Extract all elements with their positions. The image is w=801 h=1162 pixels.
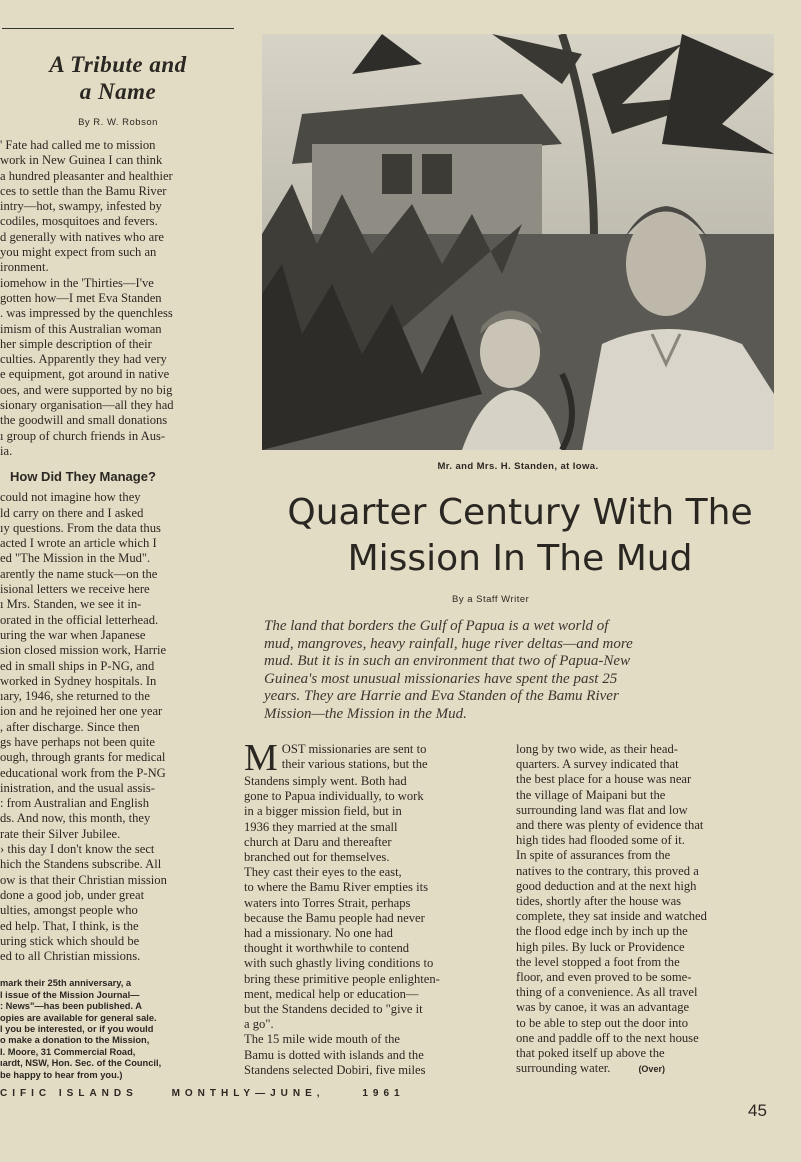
- sidebar-column: [0, 28, 236, 1081]
- text-line: work in New Guinea I can think: [0, 153, 163, 168]
- note-line: l you be interested, or if you would: [0, 1024, 154, 1035]
- text-line: the village of Maipani but the: [516, 787, 666, 802]
- sidebar-paragraph-2: [0, 490, 236, 964]
- over-marker: (Over): [638, 1064, 665, 1075]
- text-line: sionary organisation—all they had: [0, 398, 174, 413]
- lead-lines: [244, 737, 500, 779]
- text-line: quarters. A survey indicated that: [516, 757, 679, 772]
- text-line: sion closed mission work, Harrie: [0, 643, 167, 658]
- intro-line: mud. But it is in such an environment that two of Papua-New: [264, 653, 631, 670]
- drop-cap: M: [244, 737, 278, 779]
- text-line: ed to all Christian missions.: [0, 949, 141, 964]
- intro-line: The land that borders the Gulf of Papua is a wet world of: [264, 618, 609, 634]
- text-line: you might expect from such an: [0, 245, 157, 260]
- text-line: Standens simply went. Both had: [244, 774, 407, 788]
- text-line: ' Fate had called me to mission: [0, 138, 156, 152]
- sidebar-title: A Tribute and a Name: [49, 52, 187, 104]
- text-line: › this day I don't know the sect: [0, 842, 155, 857]
- text-line: because the Bamu people had never: [244, 910, 425, 925]
- intro-line: Guinea's most unusual missionaries have spent the past 25: [264, 670, 618, 687]
- text-line: iomehow in the 'Thirties—I've: [0, 275, 154, 290]
- text-line: was by canoe, it was an advantage: [516, 1000, 690, 1015]
- text-line: branched out for themselves.: [244, 850, 390, 865]
- photo-illustration: [262, 34, 774, 450]
- text-line: one and paddle off to the next house: [516, 1030, 699, 1045]
- note-line: opies are available for general sale.: [0, 1012, 157, 1023]
- article-intro: [264, 618, 778, 724]
- footer-magazine-left: CIFIC ISLANDS: [0, 1088, 138, 1099]
- text-line: the goodwill and small donations: [0, 413, 168, 428]
- text-line: gone to Papua individually, to work: [244, 789, 424, 804]
- text-line: waters into Torres Strait, perhaps: [244, 895, 411, 910]
- text-line: ı group of church friends in Aus-: [0, 428, 166, 443]
- text-line: uring the war when Japanese: [0, 627, 146, 642]
- text-line: uring stick which should be: [0, 933, 140, 948]
- text-line: ion and he rejoined her one year: [0, 704, 163, 719]
- sidebar-byline: By R. W. Robson: [78, 117, 158, 128]
- page-footer: [0, 1088, 405, 1099]
- text-line: ough, through grants for medical: [0, 750, 166, 765]
- text-line: ld carry on there and I asked: [0, 505, 144, 520]
- text-line: high tides had flooded some of it.: [516, 833, 685, 848]
- note-line: be happy to hear from you.): [0, 1069, 123, 1080]
- text-line: ıy questions. From the data thus: [0, 520, 161, 535]
- intro-line: mud, mangroves, heavy rainfall, huge river deltas—and more: [264, 635, 633, 652]
- text-line: codiles, mosquitoes and fevers.: [0, 214, 158, 229]
- text-line: inistration, and the usual assis-: [0, 780, 155, 795]
- text-line: They cast their eyes to the east,: [244, 865, 402, 880]
- page-number: 45: [748, 1101, 767, 1120]
- text-line: ia.: [0, 443, 13, 458]
- text-line: e equipment, got around in native: [0, 367, 170, 382]
- note-line: ıardt, NSW, Hon. Sec. of the Council,: [0, 1058, 162, 1069]
- article-column-2: [516, 742, 778, 1077]
- text-line: culties. Apparently they had very: [0, 352, 167, 367]
- text-line: worked in Sydney hospitals. In: [0, 673, 157, 688]
- text-line: to be able to step out the door into: [516, 1015, 689, 1030]
- text-line: d generally with natives who are: [0, 229, 165, 244]
- column-1-text: [244, 774, 500, 1078]
- text-line: imism of this Australian woman: [0, 321, 162, 336]
- note-line: o make a donation to the Mission,: [0, 1035, 150, 1046]
- text-line: ironment.: [0, 260, 49, 275]
- text-line: a go".: [244, 1017, 274, 1032]
- text-line: ment, medical help or education—: [244, 986, 419, 1001]
- sidebar-subheading: How Did They Manage?: [10, 469, 156, 485]
- text-line: ces to settle than the Bamu River: [0, 183, 167, 198]
- text-line: with such ghastly living conditions to: [244, 956, 434, 971]
- text-line: could not imagine how they: [0, 490, 141, 505]
- text-line: Standens selected Dobiri, five miles: [244, 1062, 426, 1077]
- text-line: to where the Bamu River empties its: [244, 880, 428, 895]
- note-line: : News"—has been published. A: [0, 1001, 142, 1012]
- text-line: good deduction and at the next high: [516, 878, 697, 893]
- text-line: gs have perhaps not been quite: [0, 734, 155, 749]
- text-line: church at Daru and thereafter: [244, 834, 392, 849]
- footer-year: 1961: [362, 1088, 405, 1099]
- text-line: ed help. That, I think, is the: [0, 918, 139, 933]
- text-line: ds. And now, this month, they: [0, 811, 151, 826]
- intro-line: Mission—the Mission in the Mud.: [264, 705, 467, 722]
- column-2-text: [516, 742, 778, 1077]
- text-line: ı Mrs. Standen, we see it in-: [0, 597, 142, 612]
- text-line: complete, they sat inside and watched: [516, 909, 707, 924]
- intro-line: years. They are Harrie and Eva Standen of the Bamu River: [264, 688, 619, 705]
- text-line: intry—hot, swampy, infested by: [0, 199, 162, 214]
- text-line: 1936 they married at the small: [244, 819, 398, 834]
- text-line: tides, shortly after the house was: [516, 894, 682, 909]
- text-line: floor, and even proved to be some-: [516, 970, 692, 985]
- text-line: rate their Silver Jubilee.: [0, 826, 121, 841]
- text-line: orated in the official letterhead.: [0, 612, 159, 627]
- sidebar-note: [0, 978, 236, 1081]
- text-line: that poked itself up above the: [516, 1046, 665, 1061]
- text-line: surrounding land was flat and low: [516, 802, 688, 817]
- text-line: but the Standens decided to "give it: [244, 1002, 423, 1017]
- article-column-1: [244, 737, 500, 1078]
- text-line: ed "The Mission in the Mud".: [0, 551, 151, 566]
- text-line: In spite of assurances from the: [516, 848, 671, 863]
- text-line: hich the Standens subscribe. All: [0, 857, 162, 872]
- sidebar-paragraph-1: [0, 138, 236, 459]
- text-line: their various stations, but the: [281, 757, 428, 772]
- text-line: educational work from the P-NG: [0, 765, 166, 780]
- text-line: : from Australian and English: [0, 796, 150, 811]
- note-line: I. Moore, 31 Commercial Road,: [0, 1046, 136, 1057]
- text-line: arently the name stuck—on the: [0, 566, 158, 581]
- photo-caption: Mr. and Mrs. H. Standen, at Iowa.: [437, 461, 599, 472]
- text-line: and there was plenty of evidence that: [516, 818, 704, 833]
- text-line: isional letters we receive here: [0, 582, 150, 597]
- text-line: the flood edge inch by inch up the: [516, 924, 688, 939]
- text-line: the best place for a house was near: [516, 772, 692, 787]
- text-line: had a missionary. No one had: [244, 926, 393, 941]
- text-line: thought it worthwhile to contend: [244, 941, 410, 956]
- text-line: Bamu is dotted with islands and the: [244, 1047, 424, 1062]
- text-line: OST missionaries are sent to: [281, 742, 427, 756]
- text-line: surrounding water. (Over): [516, 1061, 665, 1076]
- text-line: the level stopped a foot from the: [516, 954, 680, 969]
- text-line: long by two wide, as their head-: [516, 742, 678, 756]
- text-line: The 15 mile wide mouth of the: [244, 1032, 400, 1047]
- text-line: ıary, 1946, she returned to the: [0, 689, 150, 704]
- text-line: a hundred pleasanter and healthier: [0, 168, 173, 183]
- text-line: . was impressed by the quenchless: [0, 306, 173, 321]
- top-rule: [2, 28, 234, 29]
- text-line: ed in small ships in P-NG, and: [0, 658, 155, 673]
- text-line: acted I wrote an article which I: [0, 536, 157, 551]
- text-line: oes, and were supported by no big: [0, 382, 173, 397]
- standens-photo: [262, 34, 774, 450]
- text-line: in a bigger mission field, but in: [244, 804, 402, 819]
- text-line: high piles. By luck or Providence: [516, 939, 685, 954]
- staff-byline: By a Staff Writer: [452, 594, 530, 605]
- note-line: mark their 25th anniversary, a: [0, 978, 132, 989]
- footer-issue: MONTHLY—JUNE,: [171, 1088, 325, 1099]
- text-line: ulties, amongst people who: [0, 903, 138, 918]
- text-line: bring these primitive people enlighten-: [244, 971, 440, 986]
- text-line: ow is that their Christian mission: [0, 872, 167, 887]
- text-line: gotten how—I met Eva Standen: [0, 290, 162, 305]
- note-line: l issue of the Mission Journal—: [0, 989, 140, 1000]
- text-line: done a good job, under great: [0, 887, 145, 902]
- text-line: her simple description of their: [0, 336, 152, 351]
- article-headline: Quarter Century With The Mission In The Mud: [287, 492, 753, 579]
- text-line: , after discharge. Since then: [0, 719, 140, 734]
- text-line: thing of a convenience. As all travel: [516, 985, 698, 1000]
- text-line: natives to the contrary, this proved a: [516, 863, 699, 878]
